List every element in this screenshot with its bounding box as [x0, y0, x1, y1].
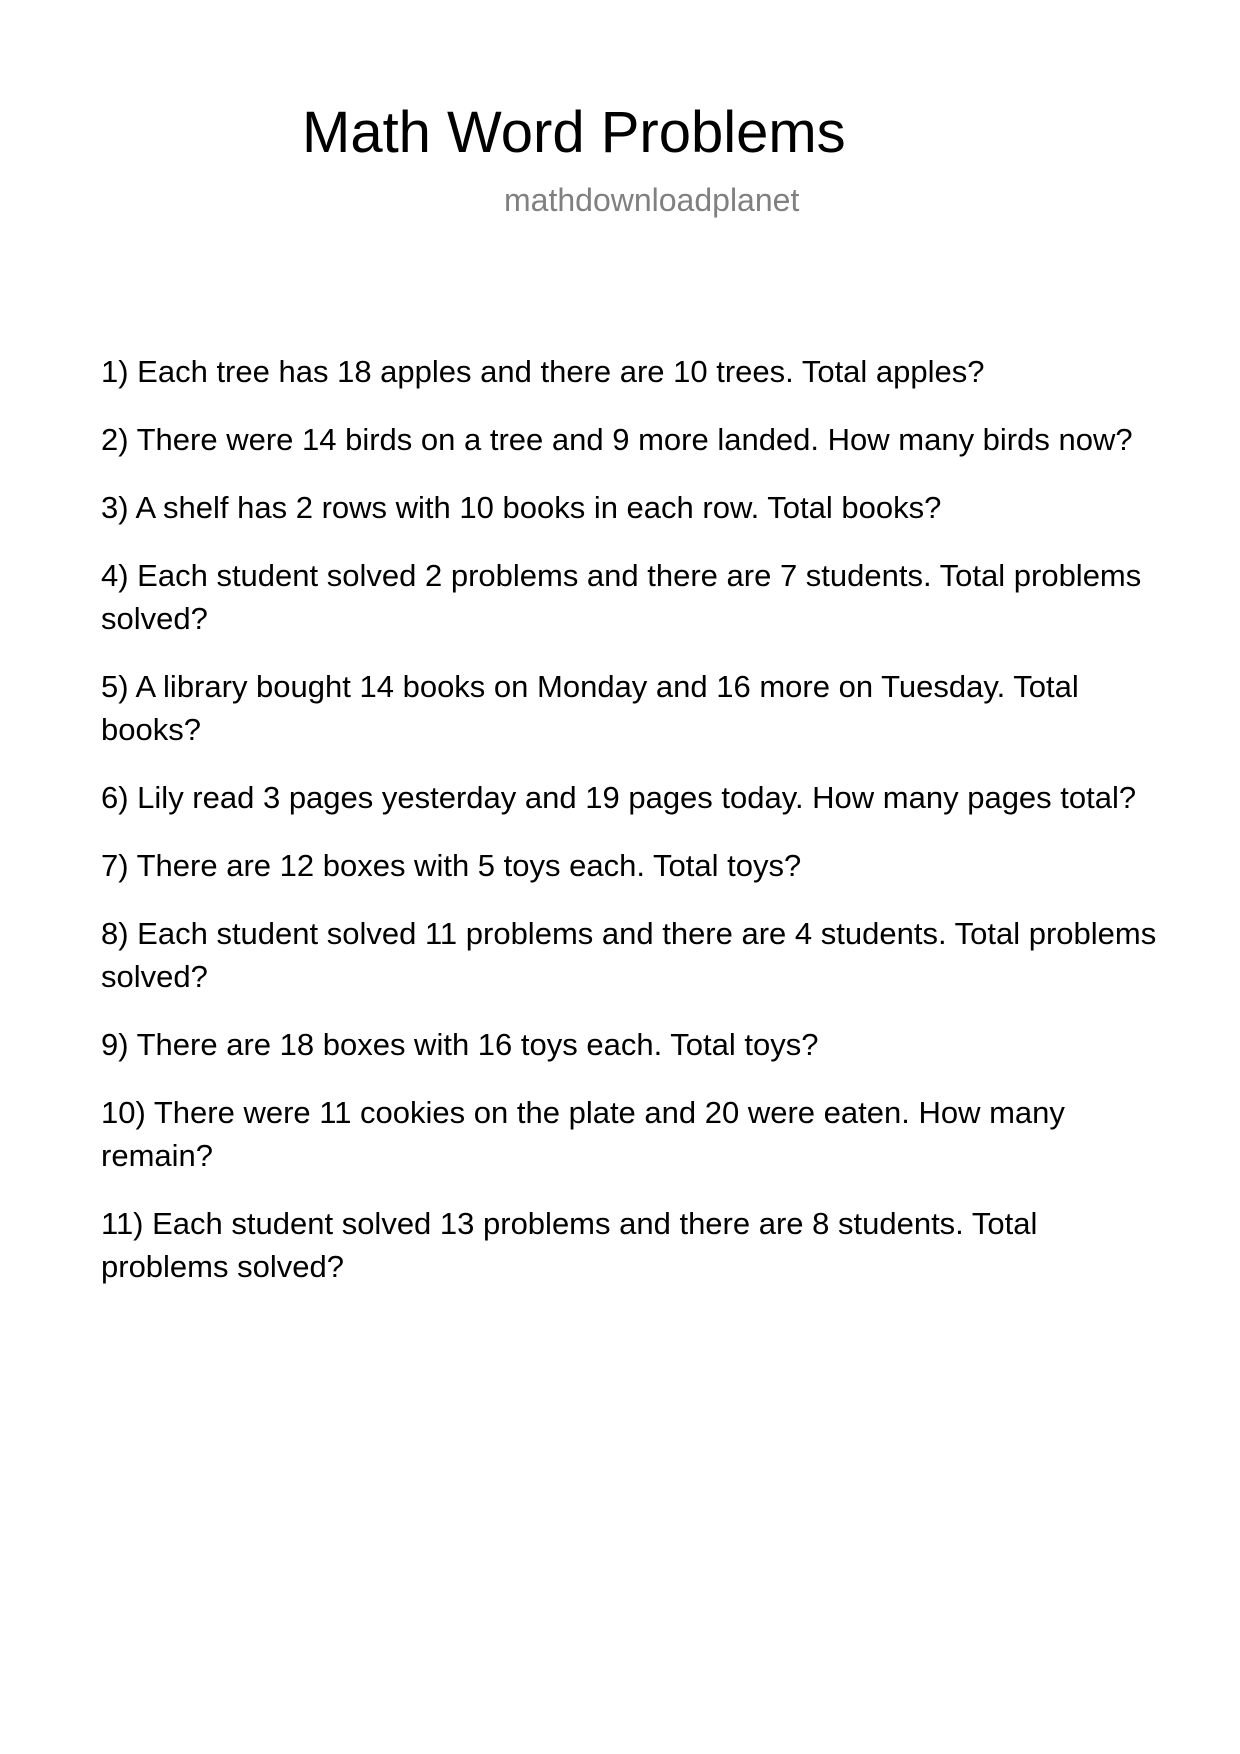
- page-title: Math Word Problems: [302, 100, 846, 165]
- problem-item: 10) There were 11 cookies on the plate and 20 were eaten. How many remain?: [101, 1095, 1065, 1173]
- problem-item: 5) A library bought 14 books on Monday and 16 more on Tuesday. Total books?: [101, 669, 1079, 747]
- problem-item: 3) A shelf has 2 rows with 10 books in each row. Total books?: [101, 490, 942, 525]
- problem-item: 7) There are 12 boxes with 5 toys each. Total toys?: [101, 848, 802, 883]
- problem-list: [101, 350, 1161, 1313]
- problem-item: 1) Each tree has 18 apples and there are 10 trees. Total apples?: [101, 354, 985, 389]
- problem-item: 6) Lily read 3 pages yesterday and 19 pages today. How many pages total?: [101, 780, 1137, 815]
- page-subtitle: mathdownloadplanet: [504, 182, 800, 218]
- problem-item: 4) Each student solved 2 problems and there are 7 students. Total problems solved?: [101, 558, 1142, 636]
- problem-item: 11) Each student solved 13 problems and there are 8 students. Total problems solved?: [101, 1206, 1038, 1284]
- problem-item: 9) There are 18 boxes with 16 toys each. Total toys?: [101, 1027, 819, 1062]
- problem-item: 2) There were 14 birds on a tree and 9 more landed. How many birds now?: [101, 422, 1133, 457]
- problem-item: 8) Each student solved 11 problems and there are 4 students. Total problems solved?: [101, 916, 1157, 994]
